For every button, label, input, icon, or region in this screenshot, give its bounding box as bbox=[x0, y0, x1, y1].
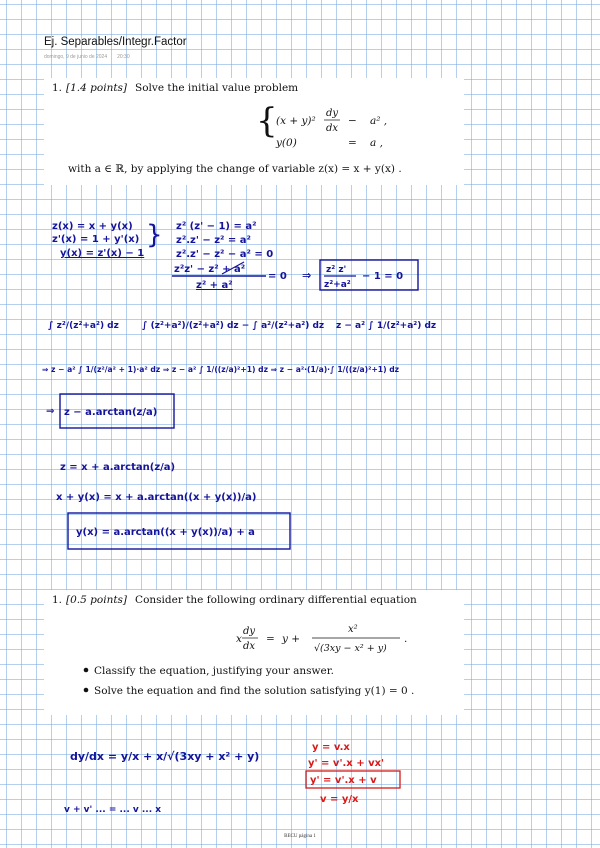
boxed-rest: − 1 = 0 bbox=[362, 271, 404, 282]
page-title: Ej. Separables/Integr.Factor bbox=[44, 36, 187, 48]
result-arrow: ⇒ bbox=[46, 406, 55, 417]
eq1-op: − bbox=[348, 115, 357, 127]
result-text: z − a.arctan(z/a) bbox=[64, 407, 158, 418]
problem-1-condition: with a ∈ ℝ, by applying the change of variable z(x) = x + y(x) . bbox=[68, 163, 402, 175]
page-footer: BECU página 1 bbox=[284, 834, 316, 839]
bullet-1: Classify the equation, justifying your answer. bbox=[94, 665, 334, 677]
eq2-right: a , bbox=[370, 137, 383, 149]
p2-x: x bbox=[236, 633, 242, 645]
sub-1: y = v.x bbox=[312, 742, 350, 753]
sub-3: y' = v'.x + v bbox=[310, 775, 377, 786]
p2-dx: dx bbox=[243, 641, 256, 652]
eq1-frac-num: dy bbox=[326, 108, 339, 119]
time-text: 20:30 bbox=[117, 54, 130, 60]
step-4-den: z² + a² bbox=[196, 280, 233, 291]
int-line-1a: ∫ z²/(z²+a²) dz bbox=[48, 321, 119, 331]
int-line-1b: ∫ (z²+a²)/(z²+a²) dz − ∫ a²/(z²+a²) dz bbox=[142, 321, 325, 331]
p2-dy: dy bbox=[243, 626, 256, 637]
step-1: z² (z' − 1) = a² bbox=[176, 221, 257, 232]
final-box-text: y(x) = a.arctan((x + y(x))/a) + a bbox=[76, 527, 255, 538]
eq1-right: a² , bbox=[370, 115, 388, 127]
final-1: z = x + a.arctan(z/a) bbox=[60, 462, 176, 473]
eq1-frac-den: dx bbox=[326, 123, 339, 134]
sys-brace: } bbox=[146, 220, 163, 250]
boxed-den: z²+a² bbox=[324, 280, 351, 290]
problem-1-text: Solve the initial value problem bbox=[135, 82, 299, 94]
final-2: x + y(x) = x + a.arctan((x + y(x))/a) bbox=[56, 492, 257, 503]
problem-2-number: 1. bbox=[52, 594, 63, 606]
sys-line-2: z'(x) = 1 + y'(x) bbox=[52, 234, 140, 245]
sys-line-1: z(x) = x + y(x) bbox=[52, 221, 133, 232]
bottom-partial: v + v' ... = ... v ... x bbox=[64, 805, 162, 815]
step-4-num: z²z' − z² + a² bbox=[174, 264, 246, 275]
ode-handwritten: dy/dx = y/x + x/√(3xy + x² + y) bbox=[70, 750, 260, 763]
step-3: z².z' − z² − a² = 0 bbox=[176, 249, 274, 260]
step-4-eq: = 0 bbox=[268, 271, 287, 282]
date-text: domingo, 9 de junio de 2024 bbox=[44, 54, 108, 60]
p2-y: y + bbox=[282, 633, 301, 645]
sub-4: v = y/x bbox=[320, 794, 359, 805]
system-brace: { bbox=[256, 101, 278, 141]
int-line-1c: z − a² ∫ 1/(z²+a²) dz bbox=[336, 321, 437, 331]
p2-num: x² bbox=[348, 624, 358, 635]
sub-2: y' = v'.x + vx' bbox=[308, 758, 385, 769]
boxed-num: z² z' bbox=[326, 265, 347, 275]
bullet-2: Solve the equation and find the solution satisfying y(1) = 0 . bbox=[94, 685, 415, 697]
sys-line-3: y(x) = z'(x) − 1 bbox=[60, 248, 145, 259]
p2-den: √(3xy − x² + y) bbox=[314, 643, 387, 654]
eq1-left: (x + y)² bbox=[276, 115, 316, 127]
problem-2-text: Consider the following ordinary differential equation bbox=[135, 594, 417, 606]
problem-2-points: [0.5 points] bbox=[66, 594, 128, 606]
step-2: z².z' − z² = a² bbox=[176, 235, 251, 246]
problem-1-number: 1. bbox=[52, 82, 63, 94]
step-4-arrow: ⇒ bbox=[302, 269, 312, 282]
p2-eq: = bbox=[266, 633, 275, 645]
eq2-left: y(0) bbox=[276, 137, 297, 149]
problem-1-points: [1.4 points] bbox=[66, 82, 128, 94]
int-line-2: ⇒ z − a² ∫ 1/(z²/a² + 1)·a² dz ⇒ z − a² ∫ 1/((z/a)²+1) dz ⇒ z − a²·(1/a)·∫ 1/((z/a)²+1) dz bbox=[42, 365, 400, 374]
eq2-op: = bbox=[348, 137, 357, 149]
p2-end: . bbox=[404, 633, 408, 645]
